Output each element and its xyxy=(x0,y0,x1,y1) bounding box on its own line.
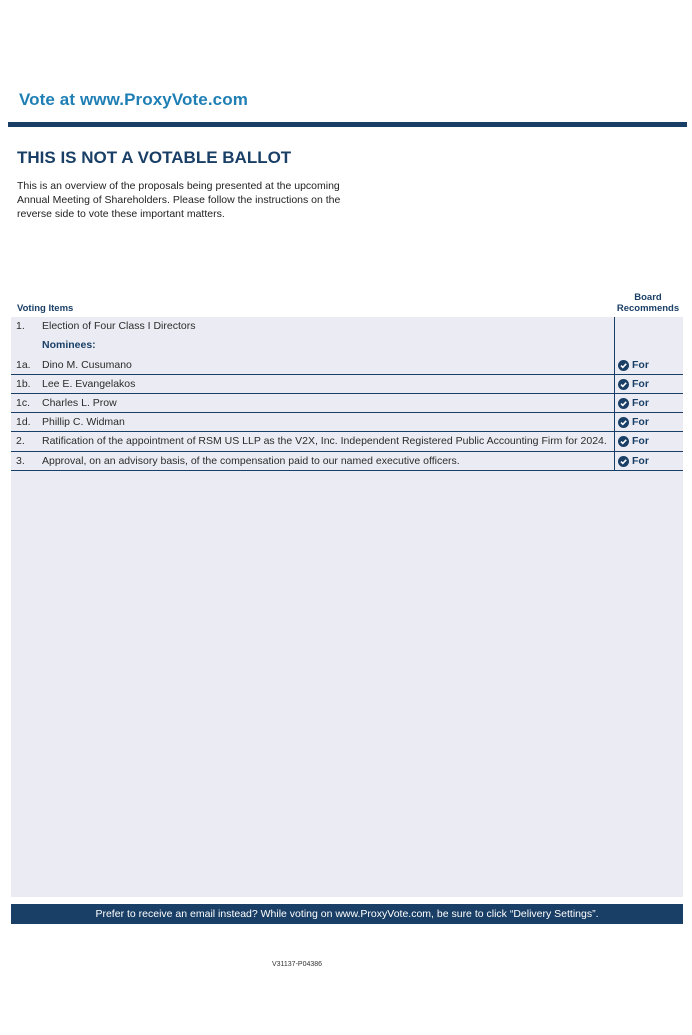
table-row xyxy=(11,356,683,375)
table-row xyxy=(11,432,683,451)
item-text: Lee E. Evangelakos xyxy=(42,378,136,390)
check-circle-icon xyxy=(618,360,629,371)
board-recommendation xyxy=(618,378,649,390)
board-recommendation xyxy=(618,359,649,371)
header-divider xyxy=(8,122,687,127)
check-circle-icon xyxy=(618,398,629,409)
table-row xyxy=(11,375,683,394)
voting-items-header: Voting Items xyxy=(17,303,74,314)
recommendation-label: For xyxy=(632,455,649,467)
check-circle-icon xyxy=(618,379,629,390)
item-number: 1c. xyxy=(16,397,31,409)
item-text: Election of Four Class I Directors xyxy=(42,320,196,332)
board-recommendation xyxy=(618,397,649,409)
item-text: Charles L. Prow xyxy=(42,397,117,409)
board-recommendation xyxy=(618,416,649,428)
document-code: V31137-P04386 xyxy=(271,961,323,968)
row-divider xyxy=(11,470,683,471)
recommendation-label: For xyxy=(632,416,649,428)
recommendation-label: For xyxy=(632,359,649,371)
item-text: Approval, on an advisory basis, of the compensation paid to our named executive officers. xyxy=(42,455,460,467)
board-recommendation xyxy=(618,435,649,447)
item-number: 2. xyxy=(16,435,25,447)
proxyvote-link[interactable]: Vote at www.ProxyVote.com xyxy=(19,90,248,109)
item-text: Phillip C. Widman xyxy=(42,416,125,428)
item-text: Dino M. Cusumano xyxy=(42,359,132,371)
intro-text: This is an overview of the proposals being presented at the upcoming Annual Meeting of Shareholders. Please follow the instructions on the reverse side to vote these important matters. xyxy=(17,180,341,220)
board-recommends-line1: Board xyxy=(634,292,662,303)
recommendation-label: For xyxy=(632,397,649,409)
nominees-label: Nominees: xyxy=(42,339,96,351)
email-delivery-text: Prefer to receive an email instead? While voting on www.ProxyVote.com, be sure to click “Delivery Settings”. xyxy=(95,908,599,920)
board-recommendation xyxy=(618,455,649,467)
table-row xyxy=(11,394,683,413)
recommendation-label: For xyxy=(632,435,649,447)
item-number: 1b. xyxy=(16,378,31,390)
board-recommends-header xyxy=(612,292,684,314)
table-row xyxy=(11,317,683,336)
check-circle-icon xyxy=(618,436,629,447)
item-number: 1a. xyxy=(16,359,31,371)
check-circle-icon xyxy=(618,417,629,428)
item-number: 1d. xyxy=(16,416,31,428)
item-number: 3. xyxy=(16,455,25,467)
item-number: 1. xyxy=(16,320,25,332)
email-delivery-banner xyxy=(11,904,683,924)
board-recommends-line2: Recommends xyxy=(616,303,680,314)
recommendation-label: For xyxy=(632,378,649,390)
item-text: Ratification of the appointment of RSM US LLP as the V2X, Inc. Independent Registered Public Accounting Firm for 2024. xyxy=(42,435,607,447)
check-circle-icon xyxy=(618,456,629,467)
table-row xyxy=(11,413,683,432)
page-title: THIS IS NOT A VOTABLE BALLOT xyxy=(17,148,292,167)
table-row xyxy=(11,452,683,471)
table-row xyxy=(11,336,683,355)
